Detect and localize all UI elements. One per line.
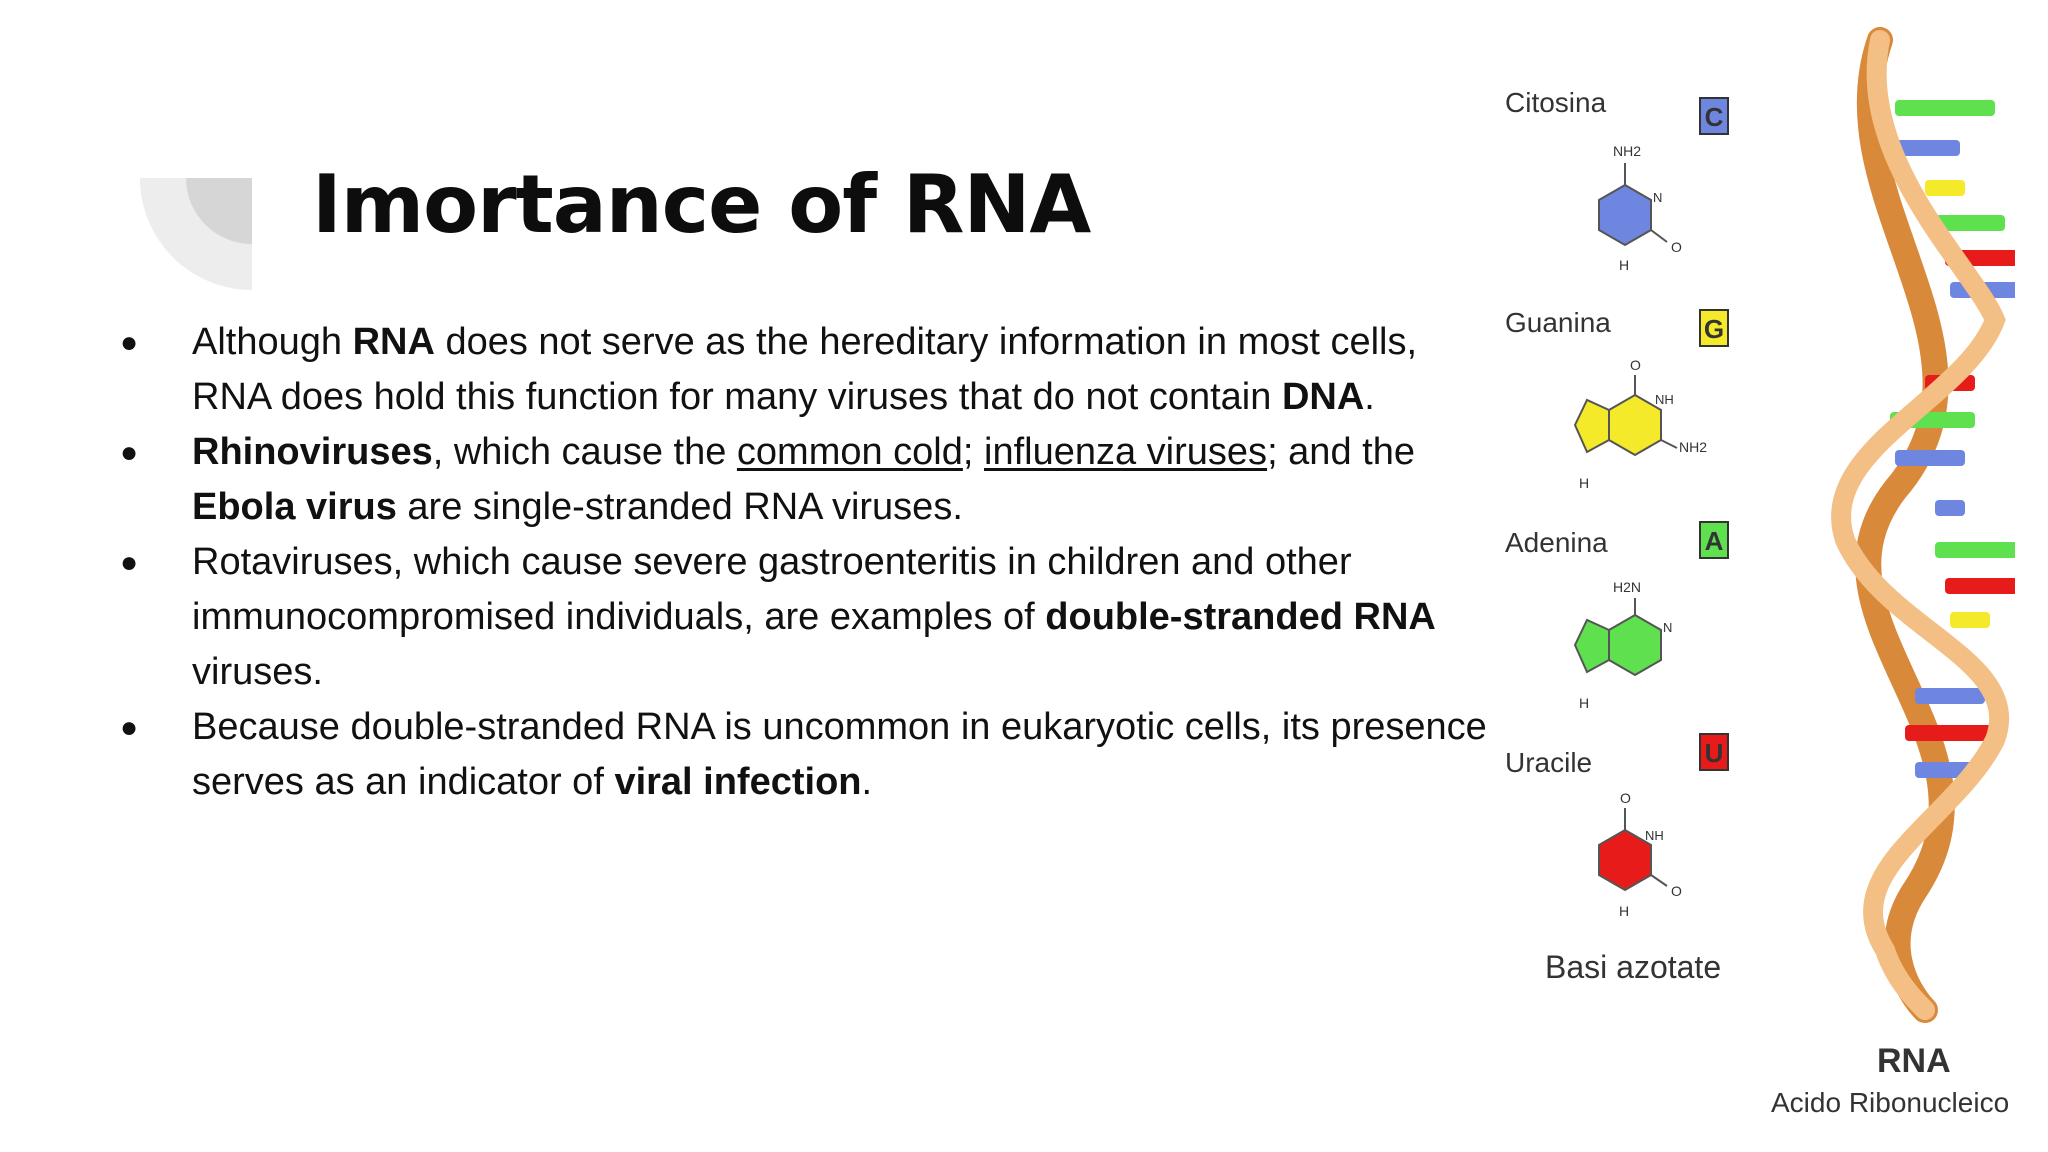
bold-term: RNA [352,321,435,363]
base-letter: A [1704,526,1724,556]
base-label: Citosina [1505,87,1607,118]
base-letter: G [1703,314,1725,344]
caption-rna: RNA [1877,1042,1951,1080]
bullet-item [120,315,1490,425]
helix-rung [1895,100,1995,116]
bullet-text: , which cause the [432,431,737,473]
atom-label: O [1630,357,1641,373]
slide-title: Imortance of RNA [312,158,1091,251]
bullet-text: Although [192,321,353,363]
helix-rung [1895,450,1965,466]
atom-label: NH [1655,392,1674,407]
rna-helix [1841,40,2015,1010]
uracil-molecule [1599,790,1682,919]
cytosine-molecule [1599,143,1682,273]
bullet-list [120,315,1490,810]
bold-term: DNA [1281,376,1365,418]
bold-term: Rhinoviruses [192,431,433,473]
bullet-item [120,425,1490,535]
bullet-text: viruses. [192,651,323,693]
atom-label: N [1653,190,1663,205]
decorative-quarter-circles [140,178,252,290]
caption-bases: Basi azotate [1545,949,1722,985]
rna-structure-figure [1495,20,2015,1130]
bullet-text: ; and the [1267,431,1415,473]
base-label: Adenina [1505,527,1608,558]
helix-rung [1925,180,1965,196]
atom-label: O [1671,239,1682,255]
atom-label: H2N [1613,579,1642,595]
base-letter-badge-a [1700,522,1728,558]
underlined-term: influenza viruses [984,431,1268,473]
bullet-text: . [1364,376,1375,418]
atom-label: H [1619,903,1630,919]
base-letter-badge-g [1700,310,1728,346]
helix-rung [1915,688,1985,704]
base-letter-badge-c [1700,98,1728,134]
helix-rung [1935,542,2015,558]
adenine-molecule [1575,579,1672,711]
atom-label: O [1671,883,1682,899]
bold-term: double-stranded RNA [1045,596,1436,638]
caption-rna-full: Acido Ribonucleico [1771,1087,2010,1118]
base-letter-badge-u [1700,734,1728,770]
bold-term: viral infection [614,761,862,803]
bullet-text: are single-stranded RNA viruses. [396,486,963,528]
helix-rung [1950,612,1990,628]
atom-label: NH [1645,828,1664,843]
bullet-text: ; [962,431,985,473]
base-label: Guanina [1505,307,1611,338]
guanine-molecule [1575,357,1707,491]
bullet-text: . [861,761,873,803]
helix-rung [1935,500,1965,516]
base-label: Uracile [1505,747,1593,778]
bold-term: Ebola virus [192,486,397,528]
bullet-text: does not serve as the hereditary information in most cells, RNA does hold this function for many viruses that do not contain [192,321,1418,418]
atom-label: N [1663,620,1673,635]
atom-label: NH2 [1613,143,1642,159]
helix-rung [1945,578,2015,594]
atom-label: H [1619,257,1630,273]
bullet-item [120,700,1490,810]
bullet-item [120,535,1490,700]
helix-rung [1905,725,1995,741]
atom-label: H [1579,695,1590,711]
atom-label: H [1579,475,1590,491]
base-letter: C [1704,102,1724,132]
base-letter: U [1704,738,1724,768]
atom-label: O [1620,790,1631,806]
bullet-text: Because double-stranded RNA is uncommon in eukaryotic cells, its presence serves as an indicator of [192,706,1487,803]
bullet-text: Rotaviruses, which cause severe gastroenteritis in children and other immunocompromised individuals, are examples of [192,541,1352,638]
atom-label: NH2 [1679,439,1708,455]
underlined-term: common cold [736,431,963,473]
